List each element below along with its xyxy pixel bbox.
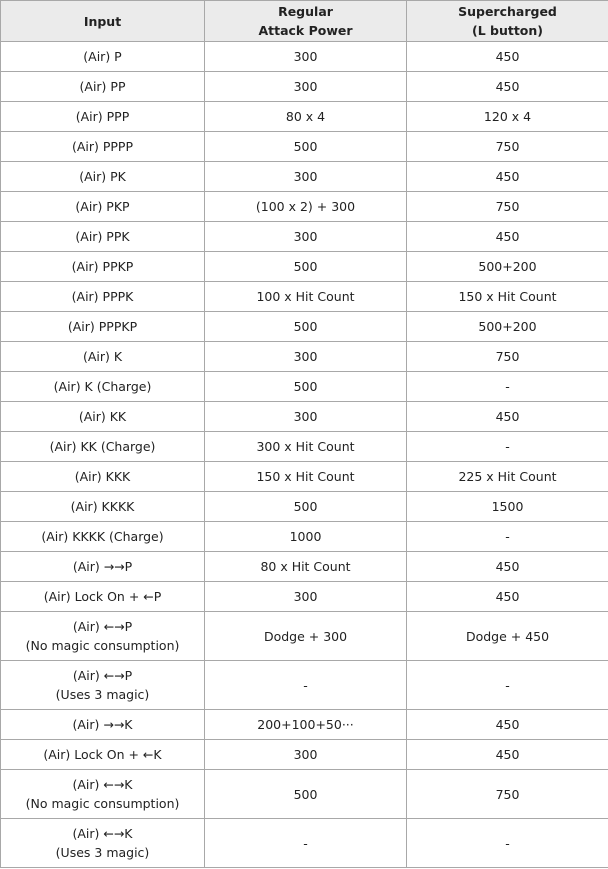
regular-attack-cell: 500	[205, 770, 407, 819]
regular-attack-cell: 300	[205, 582, 407, 612]
supercharged-attack-cell: 450	[407, 552, 608, 582]
input-cell	[1, 252, 205, 282]
regular-attack-cell: 300	[205, 402, 407, 432]
input-command: (Air) PP	[79, 79, 126, 94]
input-cell	[1, 192, 205, 222]
table-row	[1, 102, 608, 132]
supercharged-attack-cell: 750	[407, 192, 608, 222]
input-cell	[1, 132, 205, 162]
table-row	[1, 552, 608, 582]
header-input-text: Input	[83, 13, 122, 29]
supercharged-attack-cell: 1500	[407, 492, 608, 522]
input-cell	[1, 582, 205, 612]
input-cell	[1, 42, 205, 72]
input-command: (Air) PPKP	[71, 259, 134, 274]
input-cell	[1, 710, 205, 740]
table-row	[1, 132, 608, 162]
input-command: (Air) ←→P	[72, 619, 133, 634]
table-row	[1, 582, 608, 612]
table-body	[1, 42, 608, 868]
input-command: (Air) KKKK	[70, 499, 135, 514]
regular-attack-cell: -	[205, 661, 407, 710]
table-row	[1, 770, 608, 819]
supercharged-attack-cell: 450	[407, 162, 608, 192]
supercharged-attack-cell: -	[407, 819, 608, 868]
table-row	[1, 282, 608, 312]
regular-attack-cell: 80 x Hit Count	[205, 552, 407, 582]
supercharged-attack-cell: -	[407, 522, 608, 552]
regular-attack-cell: 300	[205, 162, 407, 192]
input-cell	[1, 372, 205, 402]
input-note: (Uses 3 magic)	[55, 687, 150, 702]
table-row	[1, 252, 608, 282]
regular-attack-cell: (100 x 2) + 300	[205, 192, 407, 222]
supercharged-attack-cell: Dodge + 450	[407, 612, 608, 661]
supercharged-attack-cell: -	[407, 661, 608, 710]
table-row	[1, 402, 608, 432]
table-row	[1, 661, 608, 710]
header-supercharged-line2: (L button)	[471, 23, 544, 38]
input-note: (No magic consumption)	[25, 638, 180, 653]
regular-attack-cell: 150 x Hit Count	[205, 462, 407, 492]
regular-attack-cell: 300	[205, 222, 407, 252]
supercharged-attack-cell: 225 x Hit Count	[407, 462, 608, 492]
table-row	[1, 710, 608, 740]
table-row	[1, 312, 608, 342]
regular-attack-cell: 500	[205, 492, 407, 522]
supercharged-attack-cell: -	[407, 372, 608, 402]
supercharged-attack-cell: 120 x 4	[407, 102, 608, 132]
supercharged-attack-cell: 150 x Hit Count	[407, 282, 608, 312]
input-cell	[1, 402, 205, 432]
input-command: (Air) PPPKP	[67, 319, 138, 334]
input-command: (Air) P	[83, 49, 122, 64]
regular-attack-cell: Dodge + 300	[205, 612, 407, 661]
input-cell	[1, 102, 205, 132]
input-command: (Air) ←→K	[72, 826, 133, 841]
table-row	[1, 492, 608, 522]
supercharged-attack-cell: 450	[407, 402, 608, 432]
input-cell	[1, 462, 205, 492]
input-cell	[1, 522, 205, 552]
regular-attack-cell: 80 x 4	[205, 102, 407, 132]
input-cell	[1, 342, 205, 372]
regular-attack-cell: 300	[205, 72, 407, 102]
input-command: (Air) ←→P	[72, 668, 133, 683]
input-command: (Air) Lock On + ←P	[43, 589, 162, 604]
input-command: (Air) PKP	[75, 199, 130, 214]
header-regular	[205, 1, 407, 42]
input-command: (Air) PPPK	[71, 289, 134, 304]
table-row	[1, 222, 608, 252]
input-note: (Uses 3 magic)	[55, 845, 150, 860]
input-cell	[1, 312, 205, 342]
input-command: (Air) PK	[79, 169, 126, 184]
supercharged-attack-cell: 450	[407, 710, 608, 740]
input-command: (Air) KKKK (Charge)	[41, 529, 164, 544]
table-row	[1, 819, 608, 868]
regular-attack-cell: 500	[205, 252, 407, 282]
table-row	[1, 192, 608, 222]
table-row	[1, 42, 608, 72]
regular-attack-cell: 300	[205, 342, 407, 372]
header-regular-line1: Regular	[278, 4, 333, 19]
input-command: (Air) K	[82, 349, 123, 364]
header-supercharged-line1: Supercharged	[458, 4, 557, 19]
input-command: (Air) PPK	[75, 229, 130, 244]
input-cell	[1, 770, 205, 819]
table-row	[1, 372, 608, 402]
table-row	[1, 522, 608, 552]
input-command: (Air) KK	[78, 409, 127, 424]
regular-attack-cell: 500	[205, 372, 407, 402]
supercharged-attack-cell: 450	[407, 222, 608, 252]
supercharged-attack-cell: 500+200	[407, 252, 608, 282]
input-cell	[1, 740, 205, 770]
supercharged-attack-cell: 450	[407, 582, 608, 612]
input-cell	[1, 72, 205, 102]
header-supercharged	[407, 1, 608, 42]
supercharged-attack-cell: -	[407, 432, 608, 462]
regular-attack-cell: 100 x Hit Count	[205, 282, 407, 312]
input-command: (Air) PPP	[75, 109, 130, 124]
input-cell	[1, 162, 205, 192]
input-command: (Air) PPPP	[71, 139, 134, 154]
input-cell	[1, 222, 205, 252]
input-cell	[1, 282, 205, 312]
input-note: (No magic consumption)	[25, 796, 180, 811]
table-row	[1, 342, 608, 372]
supercharged-attack-cell: 450	[407, 740, 608, 770]
input-cell	[1, 819, 205, 868]
supercharged-attack-cell: 450	[407, 72, 608, 102]
regular-attack-cell: 200+100+50···	[205, 710, 407, 740]
table-row	[1, 612, 608, 661]
input-cell	[1, 492, 205, 522]
input-command: (Air) ←→K	[72, 777, 133, 792]
supercharged-attack-cell: 750	[407, 132, 608, 162]
regular-attack-cell: -	[205, 819, 407, 868]
input-cell	[1, 612, 205, 661]
header-input	[1, 1, 205, 42]
supercharged-attack-cell: 500+200	[407, 312, 608, 342]
table-row	[1, 72, 608, 102]
regular-attack-cell: 300	[205, 42, 407, 72]
regular-attack-cell: 300 x Hit Count	[205, 432, 407, 462]
input-cell	[1, 661, 205, 710]
table-row	[1, 432, 608, 462]
regular-attack-cell: 1000	[205, 522, 407, 552]
header-row	[1, 1, 608, 42]
supercharged-attack-cell: 750	[407, 342, 608, 372]
table-row	[1, 740, 608, 770]
input-command: (Air) Lock On + ←K	[43, 747, 162, 762]
input-cell	[1, 552, 205, 582]
input-cell	[1, 432, 205, 462]
supercharged-attack-cell: 450	[407, 42, 608, 72]
regular-attack-cell: 300	[205, 740, 407, 770]
input-command: (Air) →→K	[72, 717, 133, 732]
regular-attack-cell: 500	[205, 132, 407, 162]
input-command: (Air) KK (Charge)	[49, 439, 156, 454]
header-regular-line2: Attack Power	[258, 23, 353, 38]
regular-attack-cell: 500	[205, 312, 407, 342]
table-row	[1, 162, 608, 192]
input-command: (Air) K (Charge)	[53, 379, 152, 394]
input-command: (Air) →→P	[72, 559, 133, 574]
supercharged-attack-cell: 750	[407, 770, 608, 819]
table-row	[1, 462, 608, 492]
input-command: (Air) KKK	[74, 469, 131, 484]
